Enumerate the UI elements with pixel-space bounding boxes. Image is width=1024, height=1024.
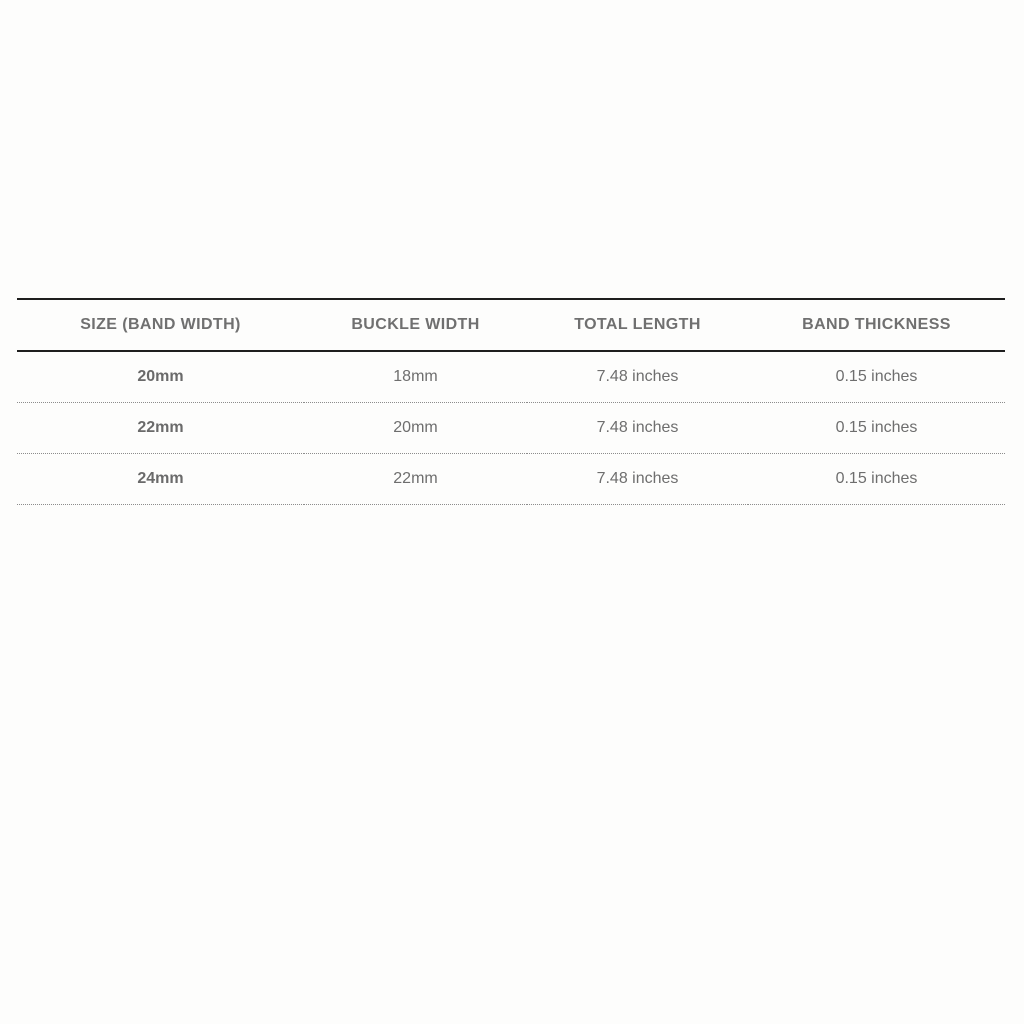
total-length-cell: 7.48 inches	[527, 403, 748, 454]
table-row	[17, 351, 1005, 403]
band-thickness-cell: 0.15 inches	[748, 454, 1005, 505]
buckle-width-cell: 22mm	[304, 454, 527, 505]
total-length-cell: 7.48 inches	[527, 351, 748, 403]
total-length-cell: 7.48 inches	[527, 454, 748, 505]
header-size: SIZE (BAND WIDTH)	[80, 316, 241, 333]
band-thickness-cell: 0.15 inches	[748, 351, 1005, 403]
header-row	[17, 299, 1005, 351]
band-thickness-cell: 0.15 inches	[748, 403, 1005, 454]
size-chart	[17, 298, 1005, 505]
table-body	[17, 351, 1005, 505]
buckle-width-cell: 18mm	[304, 351, 527, 403]
table-header	[17, 299, 1005, 351]
table-row	[17, 403, 1005, 454]
size-table	[17, 298, 1005, 505]
header-band-thickness: BAND THICKNESS	[802, 316, 951, 333]
table-row	[17, 454, 1005, 505]
header-total-length: TOTAL LENGTH	[574, 316, 701, 333]
size-cell: 20mm	[17, 351, 304, 403]
header-buckle-width: BUCKLE WIDTH	[351, 316, 480, 333]
buckle-width-cell: 20mm	[304, 403, 527, 454]
size-cell: 24mm	[17, 454, 304, 505]
size-cell: 22mm	[17, 403, 304, 454]
